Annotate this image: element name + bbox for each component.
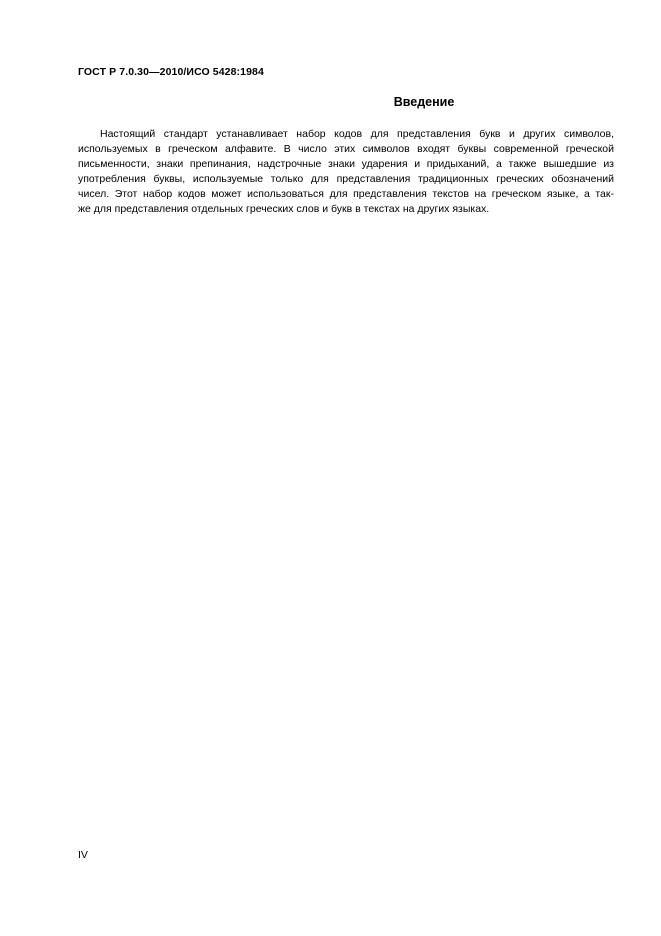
- paragraph-line: употребления буквы, используемые только для представления традиционных греческих обозначений: [78, 173, 614, 185]
- page-number: IV: [78, 849, 88, 861]
- section-title-text: Введение: [393, 95, 455, 109]
- section-title: [78, 95, 614, 109]
- paragraph-line: Настоящий стандарт устанавливает набор кодов для представления букв и других символов,: [100, 128, 614, 140]
- paragraph-line: же для представления отдельных греческих слов и букв в текстах на других языках.: [78, 203, 490, 215]
- paragraph-line: чисел. Этот набор кодов может использоваться для представления текстов на греческом языке, а так-: [78, 188, 614, 200]
- paragraph-line: используемых в греческом алфавите. В число этих символов входят буквы современной греческой: [78, 143, 614, 155]
- document-code-header: ГОСТ Р 7.0.30—2010/ИСО 5428:1984: [78, 66, 264, 78]
- paragraph-line: письменности, знаки препинания, надстрочные знаки ударения и придыханий, а также вышедшие из: [78, 158, 614, 170]
- introduction-paragraph: [78, 127, 614, 217]
